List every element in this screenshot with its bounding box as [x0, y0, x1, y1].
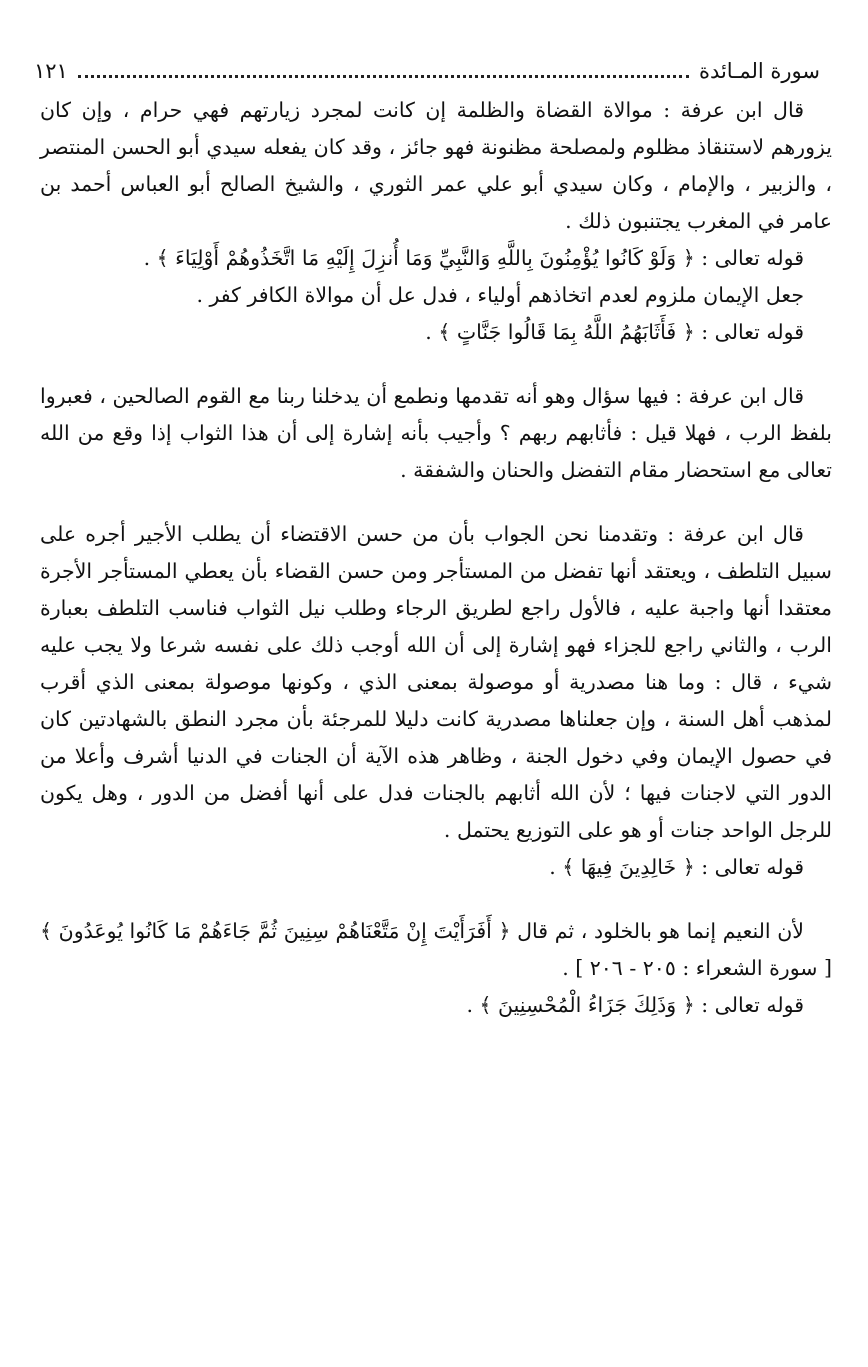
page-number: ١٢١ — [34, 59, 68, 83]
verse-jaza-al-muhsinin: قوله تعالى : ﴿ وَذَلِكَ جَزَاءُ الْمُحْسِنِينَ ﴾ . — [466, 993, 804, 1017]
header-dotted-leader — [78, 75, 689, 78]
paragraph-ibn-arafa-sual: قال ابن عرفة : فيها سؤال وهو أنه تقدمها ونطمع أن يدخلنا ربنا مع القوم الصالحين ، فعبروا بلفظ الرب ، فهلا قيل : فأثابهم ربهم ؟ وأجيب بأنه إشارة إلى أن هذا الثواب إذا وقع من الله تعالى مع استحضار مقام التفضل والحنان والشفقة . — [40, 384, 832, 482]
surah-name: سورة المـائدة — [698, 59, 820, 83]
verse-wa-law-kanu: قوله تعالى : ﴿ وَلَوْ كَانُوا يُؤْمِنُونَ بِاللَّهِ وَالنَّبِيِّ وَمَا أُنزِلَ إِلَيْهِ مَا اتَّخَذُوهُمْ أَوْلِيَاءَ ﴾ . — [143, 246, 804, 270]
verse-fa-athabahum: قوله تعالى : ﴿ فَأَثَابَهُمُ اللَّهُ بِمَا قَالُوا جَنَّاتٍ ﴾ . — [425, 320, 804, 344]
paragraph-ibn-arafa-jawab: قال ابن عرفة : وتقدمنا نحن الجواب بأن من حسن الاقتضاء أن يطلب الأجير أجره على سبيل التلطف ، ويعتقد أنها تفضل من المستأجر ومن حسن القضاء بأن يعطي المستأجر الأجرة معتقدا أنها واجبة عليه ، فالأول راجع لطريق الرجاء وطلب نيل الثواب فناسب التلطف بعبارة الرب ، والثاني راجع للجزاء فهو إشارة إلى أن الله أوجب ذلك على نفسه شرعا ولا يجب عليه شيء ، قال : وما هنا مصدرية أو موصولة بمعنى الذي ، وكونها موصولة بمعنى الذي أقرب لمذهب أهل السنة ، وإن جعلناها مصدرية كانت دليلا للمرجئة بأن مجرد النطق بالشهادتين كان في حصول الإيمان وفي دخول الجنة ، وظاهر هذه الآية أن الجنات في الدنيا أشرف وأعلا من الدور التي لاجنات فيها ؛ لأن الله أثابهم بالجنات فدل على أنها أفضل من الدور ، وهل يكون للرجل الواحد جنات أو هو على التوزيع يحتمل . — [40, 522, 832, 842]
paragraph-jaal-al-iman: جعل الإيمان ملزوم لعدم اتخاذهم أولياء ، فدل عل أن موالاة الكافر كفر . — [196, 283, 804, 307]
page-header — [34, 54, 820, 88]
verse-khalidina-fiha: قوله تعالى : ﴿ خَالِدِينَ فِيهَا ﴾ . — [549, 855, 804, 879]
page-body — [40, 92, 832, 1024]
paragraph-ibn-arafa-muwalat: قال ابن عرفة : موالاة القضاة والظلمة إن كانت لمجرد زيارتهم فهي حرام ، وإن كان يزورهم لاستنقاذ مظلوم ولمصلحة مظنونة فهو جائز ، وقد كان يفعله سيدي أبو الحسن المنتصر ، والزبير ، والإمام ، وكان سيدي أبو علي عمر الثوري ، والشيخ الصالح أبو العباس أحمد بن عامر في المغرب يجتنبون ذلك . — [40, 98, 832, 233]
paragraph-al-naim-bil-khulud: لأن النعيم إنما هو بالخلود ، ثم قال ﴿ أَفَرَأَيْتَ إِنْ مَتَّعْنَاهُمْ سِنِينَ ثُمَّ جَاءَهُمْ مَا كَانُوا يُوعَدُونَ ﴾ [ سورة الشعراء : ٢٠٥ - ٢٠٦ ] . — [40, 919, 832, 980]
